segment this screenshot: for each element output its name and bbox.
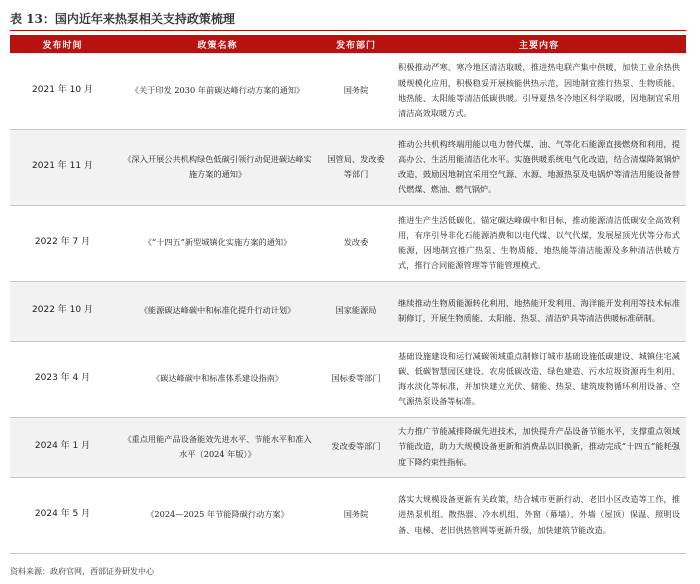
table-row <box>10 129 686 205</box>
table-row <box>10 205 686 281</box>
cell-date: 2024 年 1 月 <box>10 417 115 477</box>
cell-department: 发改委 <box>320 205 392 281</box>
header-date: 发布时间 <box>10 35 115 53</box>
policy-table <box>10 35 686 554</box>
cell-content: 落实大规模设备更新有关政策，结合城市更新行动、老旧小区改造等工作，推进热泵机组、散热器、冷水机组、外窗（幕墙）、外墙（屋顶）保温、照明设备、电梯、老旧供热管网等更新升级，加快建筑节能改造。 <box>392 477 686 553</box>
cell-policy-name: 《深入开展公共机构绿色低碳引领行动促进碳达峰实施方案的通知》 <box>115 129 320 205</box>
cell-department: 发改委等部门 <box>320 417 392 477</box>
cell-content: 基础设施建设和运行减碳领域重点制修订城市基础设施低碳建设、城镇住宅减碳、低碳智慧园区建设、农房低碳改造、绿色建造、污水垃圾资源再生利用、海水淡化等标准，并加快建立光伏、储能、热泵、建筑废物循环利用设备、空气源热泵设备等标准。 <box>392 341 686 417</box>
table-header-row <box>10 35 686 53</box>
cell-department: 国标委等部门 <box>320 341 392 417</box>
cell-date: 2021 年 11 月 <box>10 129 115 205</box>
header-department: 发布部门 <box>320 35 392 53</box>
cell-date: 2022 年 10 月 <box>10 281 115 341</box>
table-row <box>10 477 686 553</box>
table-caption: 表 13：国内近年来热泵相关支持政策梳理 <box>10 8 686 31</box>
cell-date: 2021 年 10 月 <box>10 53 115 129</box>
header-content: 主要内容 <box>392 35 686 53</box>
header-policy-name: 政策名称 <box>115 35 320 53</box>
cell-department: 国务院 <box>320 477 392 553</box>
table-row <box>10 281 686 341</box>
cell-date: 2024 年 5 月 <box>10 477 115 553</box>
cell-content: 继续推动生物质能源转化利用、地热能开发利用、海洋能开发利用等技术标准制修订，开展生物质能、太阳能、热泵、清洁炉具等清洁供暖标准研制。 <box>392 281 686 341</box>
table-row <box>10 341 686 417</box>
cell-policy-name: 《关于印发 2030 年前碳达峰行动方案的通知》 <box>115 53 320 129</box>
cell-content: 推动公共机构终端用能以电力替代煤、油、气等化石能源直接燃烧和利用，提高办公、生活用能清洁化水平。实施供暖系统电气化改造，结合清煤降氮锅炉改造，鼓励因地制宜采用空气源、水源、地源热泵及电锅炉等清洁用能设备替代燃煤、燃油、燃气锅炉。 <box>392 129 686 205</box>
cell-policy-name: 《重点用能产品设备能效先进水平、节能水平和准入水平（2024 年版）》 <box>115 417 320 477</box>
cell-department: 国管局、发改委等部门 <box>320 129 392 205</box>
table-row <box>10 53 686 129</box>
source-note: 资料来源：政府官网，西部证券研发中心 <box>10 567 154 576</box>
cell-content: 推进生产生活低碳化。锚定碳达峰碳中和目标，推动能源清洁低碳安全高效利用，有序引导非化石能源消费和以电代煤、以气代煤，发展屋顶光伏等分布式能源，因地制宜推广热泵、生物质能、地热能等清洁能源及多种清洁供暖方式，推行合同能源管理等节能管理模式。 <box>392 205 686 281</box>
cell-policy-name: 《2024—2025 年节能降碳行动方案》 <box>115 477 320 553</box>
cell-policy-name: 《“十四五”新型城镇化实施方案的通知》 <box>115 205 320 281</box>
cell-content: 积极推动严寒、寒冷地区清洁取暖，推进热电联产集中供暖，加快工业余热供暖规模化应用，积极稳妥开展核能供热示范，因地制宜推行热泵、生物质能、地热能、太阳能等清洁低碳供暖。引导夏热冬冷地区科学取暖，因地制宜采用清洁高效取暖方式。 <box>392 53 686 129</box>
cell-date: 2022 年 7 月 <box>10 205 115 281</box>
cell-policy-name: 《碳达峰碳中和标准体系建设指南》 <box>115 341 320 417</box>
table-row <box>10 417 686 477</box>
cell-department: 国务院 <box>320 53 392 129</box>
cell-policy-name: 《能源碳达峰碳中和标准化提升行动计划》 <box>115 281 320 341</box>
cell-department: 国家能源局 <box>320 281 392 341</box>
cell-date: 2023 年 4 月 <box>10 341 115 417</box>
cell-content: 大力推广节能减排降碳先进技术，加快提升产品设备节能水平，支撑重点领域节能改造，助力大规模设备更新和消费品以旧换新，推动完成“十四五”能耗强度下降约束性指标。 <box>392 417 686 477</box>
